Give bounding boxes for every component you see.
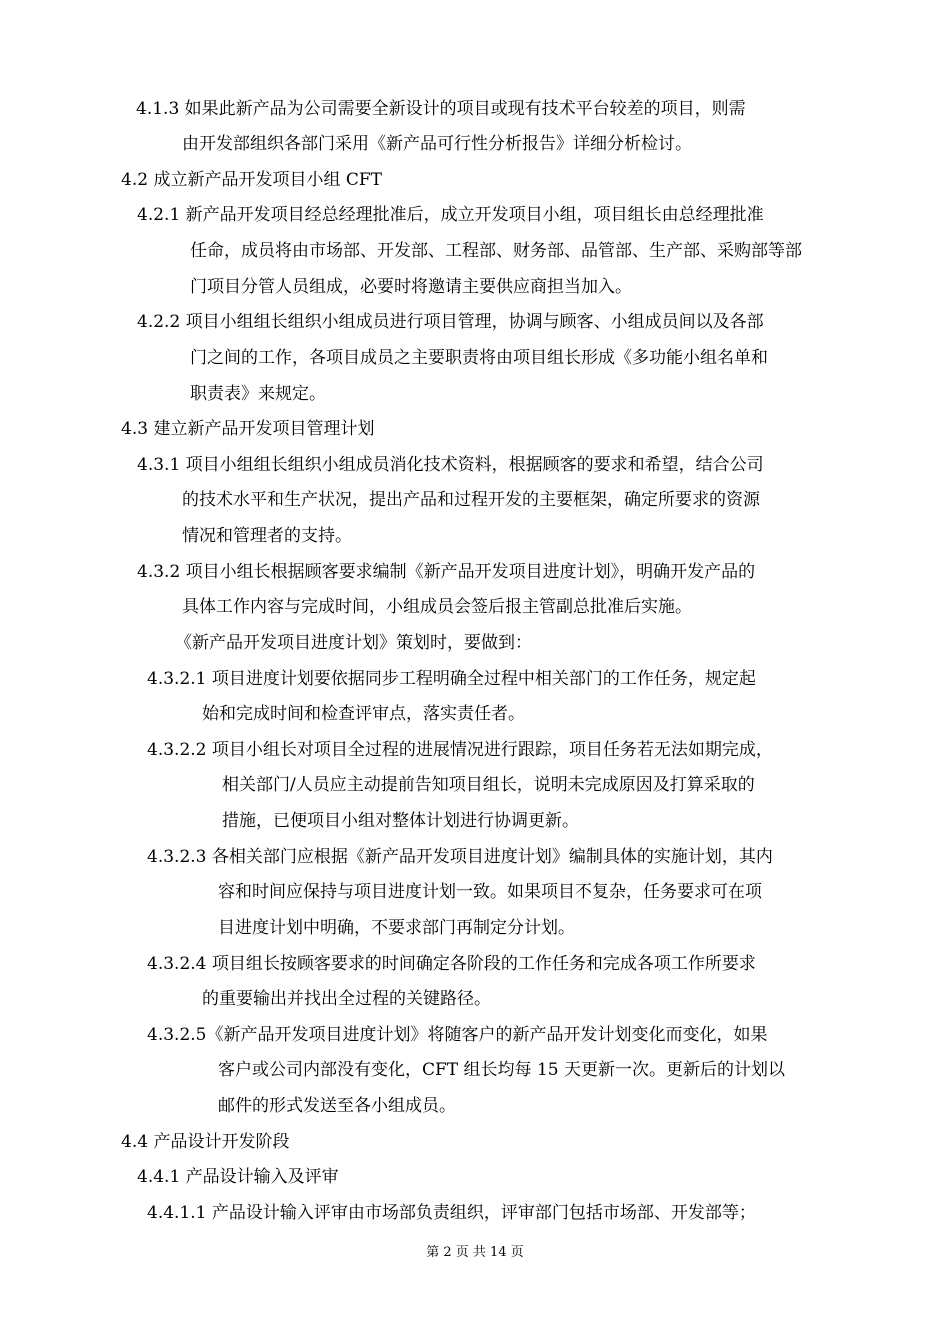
- text-line: 客户或公司内部没有变化，CFT 组长均每 15 天更新一次。更新后的计划以: [218, 1060, 785, 1080]
- section-heading: 4.3 建立新产品开发项目管理计划: [121, 419, 375, 439]
- section-heading: 4.4 产品设计开发阶段: [121, 1132, 290, 1152]
- page-number-footer: 第 2 页 共 14 页: [426, 1245, 524, 1260]
- text-line: 的重要输出并找出全过程的关键路径。: [202, 989, 491, 1009]
- text-line: 4.3.2 项目小组长根据顾客要求编制《新产品开发项目进度计划》，明确开发产品的: [137, 562, 756, 582]
- text-line: 职责表》来规定。: [190, 384, 326, 404]
- text-line: 任命，成员将由市场部、开发部、工程部、财务部、品管部、生产部、采购部等部: [190, 241, 802, 261]
- text-line: 4.4.1 产品设计输入及评审: [137, 1167, 339, 1187]
- text-line: 措施，已便项目小组对整体计划进行协调更新。: [222, 811, 579, 831]
- text-line: 的技术水平和生产状况，提出产品和过程开发的主要框架，确定所要求的资源: [182, 490, 760, 510]
- text-line: 始和完成时间和检查评审点，落实责任者。: [202, 704, 525, 724]
- text-line: 4.1.3 如果此新产品为公司需要全新设计的项目或现有技术平台较差的项目，则需: [136, 99, 746, 119]
- text-line: 由开发部组织各部门采用《新产品可行性分析报告》详细分析检讨。: [182, 134, 692, 154]
- text-line: 4.2.2 项目小组组长组织小组成员进行项目管理，协调与顾客、小组成员间以及各部: [137, 312, 764, 332]
- text-line: 门之间的工作，各项目成员之主要职责将由项目组长形成《多功能小组名单和: [190, 348, 768, 368]
- text-line: 《新产品开发项目进度计划》策划时，要做到：: [175, 633, 532, 653]
- text-line: 4.4.1.1 产品设计输入评审由市场部负责组织，评审部门包括市场部、开发部等；: [147, 1203, 756, 1223]
- text-line: 4.3.2.2 项目小组长对项目全过程的进展情况进行跟踪，项目任务若无法如期完成，: [147, 740, 773, 760]
- text-line: 4.3.1 项目小组组长组织小组成员消化技术资料，根据顾客的要求和希望，结合公司: [137, 455, 764, 475]
- text-line: 相关部门/人员应主动提前告知项目组长，说明未完成原因及打算采取的: [222, 775, 755, 795]
- text-line: 容和时间应保持与项目进度计划一致。如果项目不复杂，任务要求可在项: [218, 882, 762, 902]
- text-line: 邮件的形式发送至各小组成员。: [218, 1096, 456, 1116]
- text-line: 4.3.2.1 项目进度计划要依据同步工程明确全过程中相关部门的工作任务，规定起: [147, 669, 756, 689]
- text-line: 情况和管理者的支持。: [182, 526, 352, 546]
- text-line: 具体工作内容与完成时间，小组成员会签后报主管副总批准后实施。: [182, 597, 692, 617]
- section-heading: 4.2 成立新产品开发项目小组 CFT: [121, 170, 382, 190]
- text-line: 目进度计划中明确，不要求部门再制定分计划。: [218, 918, 575, 938]
- text-line: 4.3.2.3 各相关部门应根据《新产品开发项目进度计划》编制具体的实施计划，其内: [147, 847, 773, 867]
- text-line: 4.3.2.4 项目组长按顾客要求的时间确定各阶段的工作任务和完成各项工作所要求: [147, 954, 756, 974]
- text-line: 门项目分管人员组成，必要时将邀请主要供应商担当加入。: [190, 277, 632, 297]
- text-line: 4.2.1 新产品开发项目经总经理批准后，成立开发项目小组，项目组长由总经理批准: [137, 205, 764, 225]
- text-line: 4.3.2.5《新产品开发项目进度计划》将随客户的新产品开发计划变化而变化，如果: [147, 1025, 768, 1045]
